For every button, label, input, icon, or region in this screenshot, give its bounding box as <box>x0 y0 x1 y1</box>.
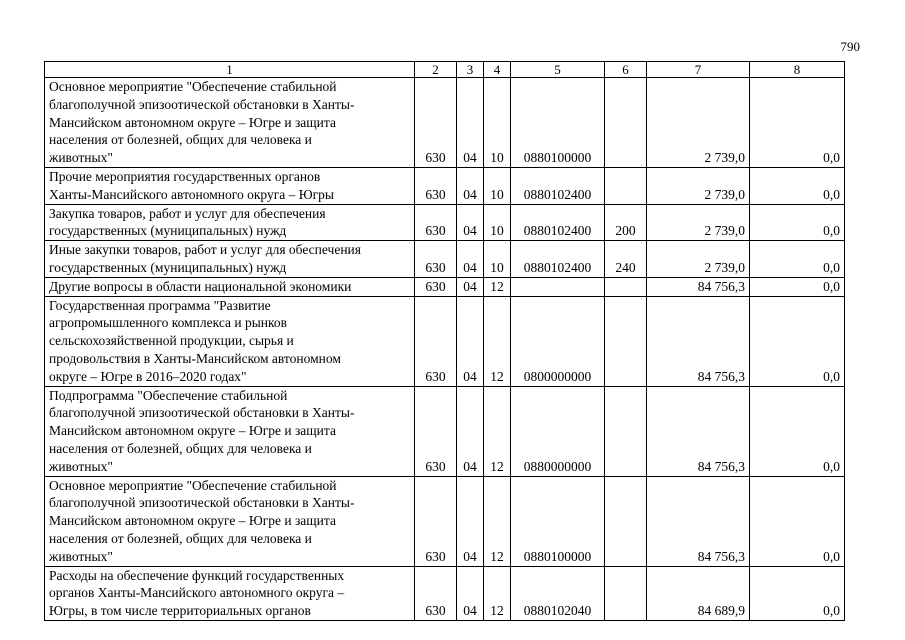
cell-amount-extra: 0,0 <box>750 386 845 476</box>
cell-expense-type <box>605 386 647 476</box>
table-row <box>45 167 845 204</box>
cell-name-line: Иные закупки товаров, работ и услуг для обеспечения <box>49 242 361 258</box>
cell-section: 04 <box>457 566 484 620</box>
cell-target-article: 0880102400 <box>511 241 605 278</box>
cell-section: 04 <box>457 167 484 204</box>
cell-section: 04 <box>457 241 484 278</box>
cell-target-article: 0880102400 <box>511 167 605 204</box>
cell-name-line: благополучной эпизоотической обстановки в Ханты- <box>49 96 355 112</box>
cell-name-line: населения от болезней, общих для человека и <box>49 132 312 148</box>
cell-amount-extra: 0,0 <box>750 167 845 204</box>
cell-name-line: Прочие мероприятия государственных органов <box>49 168 321 184</box>
cell-amount: 2 739,0 <box>647 78 750 168</box>
cell-expense-type <box>605 167 647 204</box>
column-header: 8 <box>750 62 845 78</box>
cell-subsection: 12 <box>484 566 511 620</box>
cell-name-line: Подпрограмма "Обеспечение стабильной <box>49 387 288 403</box>
cell-target-article: 0880102040 <box>511 566 605 620</box>
column-header: 5 <box>511 62 605 78</box>
cell-name-line: государственных (муниципальных) нужд <box>49 259 287 275</box>
cell-name-line: Расходы на обеспечение функций государственных <box>49 567 345 583</box>
cell-admin-code: 630 <box>415 296 457 386</box>
cell-section: 04 <box>457 296 484 386</box>
cell-name-line: сельскохозяйственной продукции, сырья и <box>49 333 294 349</box>
cell-name-line: животных" <box>49 458 113 474</box>
cell-admin-code: 630 <box>415 204 457 241</box>
table-header-row <box>45 62 845 78</box>
cell-admin-code: 630 <box>415 78 457 168</box>
cell-subsection: 10 <box>484 241 511 278</box>
cell-target-article <box>511 277 605 296</box>
table-row <box>45 386 845 476</box>
cell-amount: 2 739,0 <box>647 167 750 204</box>
cell-name-line: животных" <box>49 548 113 564</box>
cell-amount: 84 689,9 <box>647 566 750 620</box>
cell-amount: 84 756,3 <box>647 476 750 566</box>
cell-name-line: органов Ханты-Мансийского автономного округа – <box>49 585 345 601</box>
cell-admin-code: 630 <box>415 476 457 566</box>
cell-expense-type <box>605 566 647 620</box>
cell-name-line: округе – Югре в 2016–2020 годах" <box>49 368 247 384</box>
cell-expense-type <box>605 296 647 386</box>
table-row <box>45 296 845 386</box>
cell-name-line: животных" <box>49 150 113 166</box>
cell-admin-code: 630 <box>415 241 457 278</box>
cell-admin-code: 630 <box>415 277 457 296</box>
cell-name <box>45 566 415 620</box>
cell-name-line: Другие вопросы в области национальной экономики <box>49 278 352 294</box>
cell-subsection: 10 <box>484 204 511 241</box>
cell-name-line: Югры, в том числе территориальных органов <box>49 603 311 619</box>
cell-name-line: Мансийском автономном округе – Югре и защита <box>49 423 336 439</box>
cell-amount-extra: 0,0 <box>750 566 845 620</box>
cell-subsection: 12 <box>484 476 511 566</box>
cell-section: 04 <box>457 476 484 566</box>
table-row <box>45 204 845 241</box>
table-row <box>45 476 845 566</box>
cell-admin-code: 630 <box>415 566 457 620</box>
cell-name-line: благополучной эпизоотической обстановки в Ханты- <box>49 405 355 421</box>
cell-name-line: государственных (муниципальных) нужд <box>49 223 287 239</box>
cell-section: 04 <box>457 204 484 241</box>
cell-name-line: продовольствия в Ханты-Мансийском автономном <box>49 350 341 366</box>
cell-name-line: агропромышленного комплекса и рынков <box>49 315 288 331</box>
cell-amount-extra: 0,0 <box>750 476 845 566</box>
cell-amount: 84 756,3 <box>647 386 750 476</box>
cell-name-line: Мансийском автономном округе – Югре и защита <box>49 114 336 130</box>
cell-name-line: Ханты-Мансийского автономного округа – Югры <box>49 186 334 202</box>
cell-name <box>45 386 415 476</box>
column-header: 3 <box>457 62 484 78</box>
cell-amount-extra: 0,0 <box>750 241 845 278</box>
cell-admin-code: 630 <box>415 167 457 204</box>
column-header: 6 <box>605 62 647 78</box>
cell-target-article: 0880102400 <box>511 204 605 241</box>
cell-expense-type <box>605 476 647 566</box>
cell-subsection: 10 <box>484 78 511 168</box>
cell-expense-type <box>605 277 647 296</box>
cell-amount-extra: 0,0 <box>750 78 845 168</box>
budget-table <box>44 61 845 621</box>
cell-subsection: 10 <box>484 167 511 204</box>
cell-name <box>45 241 415 278</box>
cell-name-line: Основное мероприятие "Обеспечение стабильной <box>49 477 337 493</box>
cell-subsection: 12 <box>484 296 511 386</box>
cell-name-line: Мансийском автономном округе – Югре и защита <box>49 513 336 529</box>
cell-expense-type: 240 <box>605 241 647 278</box>
cell-expense-type <box>605 78 647 168</box>
column-header: 4 <box>484 62 511 78</box>
cell-subsection: 12 <box>484 277 511 296</box>
cell-amount: 84 756,3 <box>647 277 750 296</box>
cell-section: 04 <box>457 78 484 168</box>
cell-name-line: Закупка товаров, работ и услуг для обеспечения <box>49 205 326 221</box>
cell-target-article: 0800000000 <box>511 296 605 386</box>
cell-amount: 2 739,0 <box>647 204 750 241</box>
cell-section: 04 <box>457 277 484 296</box>
cell-name <box>45 204 415 241</box>
cell-name-line: населения от болезней, общих для человека и <box>49 440 312 456</box>
column-header: 7 <box>647 62 750 78</box>
cell-name-line: Основное мероприятие "Обеспечение стабильной <box>49 79 337 94</box>
cell-target-article: 0880100000 <box>511 78 605 168</box>
cell-name <box>45 277 415 296</box>
cell-section: 04 <box>457 386 484 476</box>
cell-expense-type: 200 <box>605 204 647 241</box>
cell-admin-code: 630 <box>415 386 457 476</box>
table-row <box>45 566 845 620</box>
cell-amount-extra: 0,0 <box>750 204 845 241</box>
cell-amount-extra: 0,0 <box>750 296 845 386</box>
cell-name <box>45 476 415 566</box>
cell-name-line: населения от болезней, общих для человека и <box>49 530 312 546</box>
cell-name-line: Государственная программа "Развитие <box>49 297 271 313</box>
cell-amount-extra: 0,0 <box>750 277 845 296</box>
cell-name <box>45 296 415 386</box>
cell-target-article: 0880000000 <box>511 386 605 476</box>
column-header: 2 <box>415 62 457 78</box>
cell-amount: 2 739,0 <box>647 241 750 278</box>
cell-name <box>45 167 415 204</box>
cell-amount: 84 756,3 <box>647 296 750 386</box>
cell-name <box>45 78 415 168</box>
table-row <box>45 277 845 296</box>
cell-target-article: 0880100000 <box>511 476 605 566</box>
page-number: 790 <box>840 39 860 54</box>
table-row <box>45 241 845 278</box>
cell-subsection: 12 <box>484 386 511 476</box>
cell-name-line: благополучной эпизоотической обстановки в Ханты- <box>49 495 355 511</box>
table-row <box>45 78 845 168</box>
column-header: 1 <box>45 62 415 78</box>
